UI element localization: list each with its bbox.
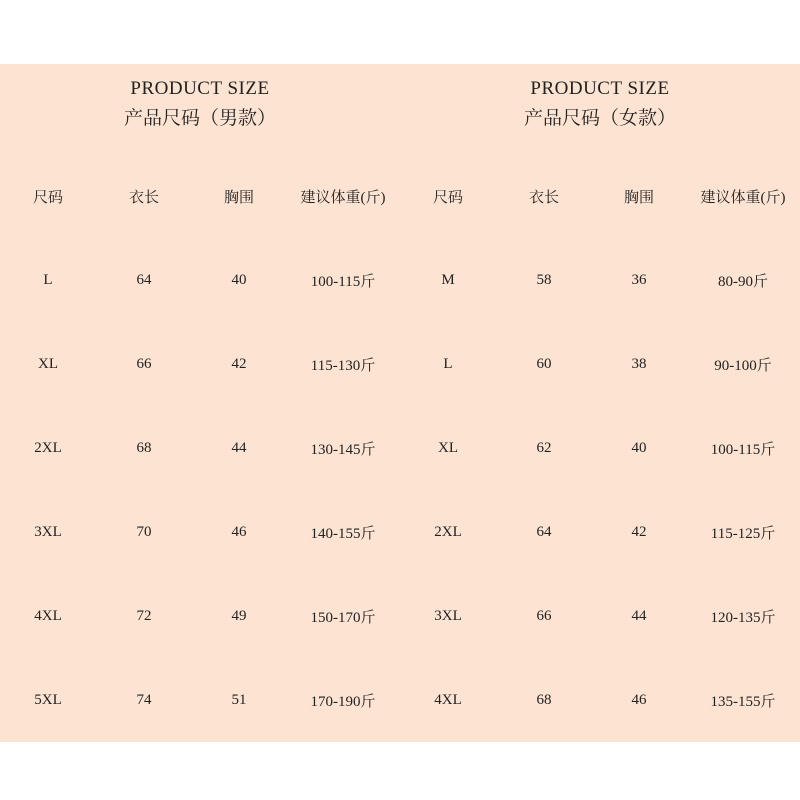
cell-length: 64: [136, 271, 152, 288]
cell-chest: 42: [231, 355, 247, 372]
cell-chest: 38: [631, 355, 647, 372]
cell-chest: 49: [231, 607, 247, 624]
cell-chest: 36: [631, 271, 647, 288]
cell-chest: 44: [231, 439, 247, 456]
cell-chest: 46: [231, 523, 247, 540]
women-size-table: [400, 154, 800, 742]
men-size-panel: [0, 64, 400, 742]
header-length: 衣长: [128, 189, 159, 206]
cell-size: 3XL: [434, 607, 462, 624]
cell-size: XL: [38, 355, 58, 372]
cell-length: 66: [136, 355, 152, 372]
table-row: [0, 238, 400, 322]
table-row: [0, 658, 400, 742]
table-row: [0, 490, 400, 574]
cell-size: XL: [438, 439, 458, 456]
cell-chest: 46: [631, 691, 647, 708]
cell-chest: 42: [631, 523, 647, 540]
header-size: 尺码: [32, 189, 63, 206]
cell-weight: 140-155斤: [310, 525, 376, 542]
header-chest: 胸围: [623, 189, 654, 206]
cell-weight: 100-115斤: [310, 273, 376, 290]
women-title-cn: 产品尺码（女款）: [523, 108, 676, 129]
men-header-row: [0, 154, 400, 238]
table-row: [0, 574, 400, 658]
cell-size: 4XL: [434, 691, 462, 708]
cell-length: 70: [136, 523, 152, 540]
table-row: [400, 574, 800, 658]
cell-length: 72: [136, 607, 152, 624]
cell-length: 64: [536, 523, 552, 540]
header-chest: 胸围: [223, 189, 254, 206]
header-length: 衣长: [528, 189, 559, 206]
table-row: [400, 490, 800, 574]
cell-weight: 170-190斤: [310, 693, 376, 710]
header-weight: 建议体重(斤): [300, 189, 386, 206]
cell-weight: 150-170斤: [310, 609, 376, 626]
cell-length: 66: [536, 607, 552, 624]
women-header-row: [400, 154, 800, 238]
table-row: [0, 322, 400, 406]
cell-size: L: [443, 355, 453, 372]
cell-size: 4XL: [34, 607, 62, 624]
cell-size: L: [43, 271, 53, 288]
table-row: [400, 238, 800, 322]
cell-size: M: [441, 271, 455, 288]
cell-length: 62: [536, 439, 552, 456]
men-size-table: [0, 154, 400, 742]
cell-weight: 115-130斤: [310, 357, 376, 374]
cell-length: 68: [136, 439, 152, 456]
table-row: [0, 406, 400, 490]
cell-length: 68: [536, 691, 552, 708]
table-row: [400, 658, 800, 742]
cell-size: 5XL: [34, 691, 62, 708]
women-size-panel: [400, 64, 800, 742]
cell-weight: 115-125斤: [710, 525, 776, 542]
cell-chest: 40: [631, 439, 647, 456]
cell-weight: 80-90斤: [718, 273, 768, 290]
cell-weight: 90-100斤: [714, 357, 772, 374]
cell-chest: 40: [231, 271, 247, 288]
cell-weight: 135-155斤: [710, 693, 776, 710]
header-size: 尺码: [432, 189, 463, 206]
cell-length: 74: [136, 691, 152, 708]
cell-size: 3XL: [34, 523, 62, 540]
table-row: [400, 322, 800, 406]
cell-weight: 120-135斤: [710, 609, 776, 626]
men-title-cn: 产品尺码（男款）: [123, 108, 276, 129]
cell-chest: 51: [231, 691, 247, 708]
table-row: [400, 406, 800, 490]
header-weight: 建议体重(斤): [700, 189, 786, 206]
cell-chest: 44: [631, 607, 647, 624]
men-title-en: PRODUCT SIZE: [130, 78, 270, 99]
cell-size: 2XL: [434, 523, 462, 540]
cell-size: 2XL: [34, 439, 62, 456]
cell-length: 58: [536, 271, 552, 288]
women-title-en: PRODUCT SIZE: [530, 78, 670, 99]
cell-weight: 100-115斤: [710, 441, 776, 458]
cell-length: 60: [536, 355, 552, 372]
cell-weight: 130-145斤: [310, 441, 376, 458]
size-chart-canvas: [0, 64, 800, 742]
